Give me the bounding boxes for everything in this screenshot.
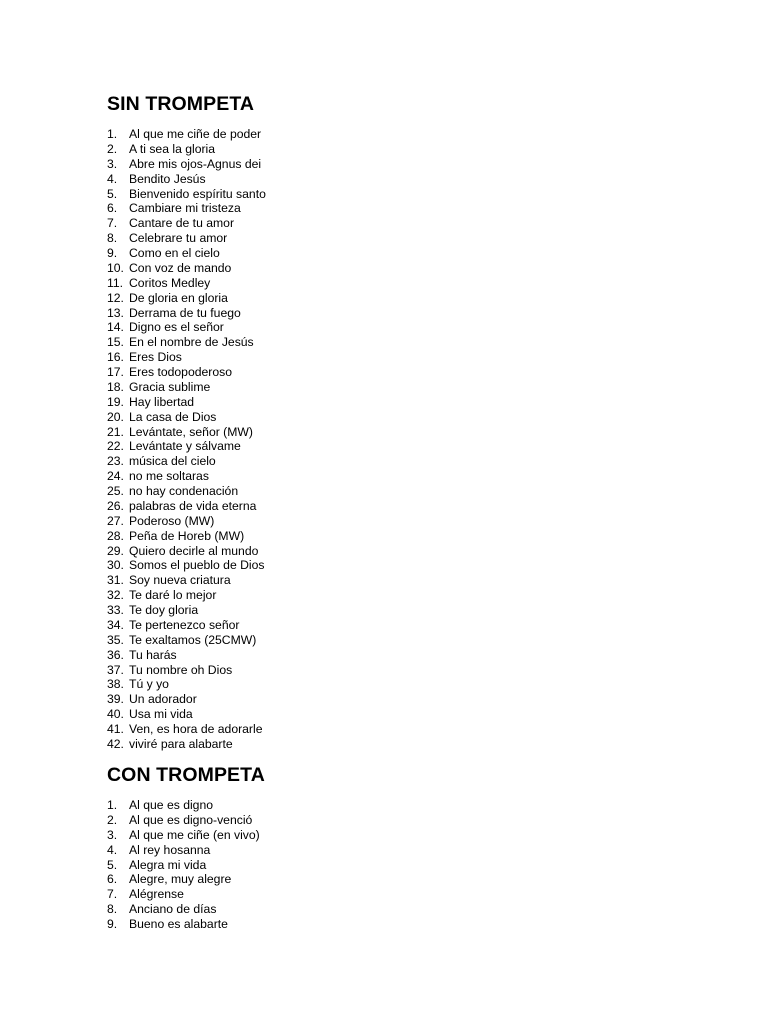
list-item-title: Eres todopoderoso	[129, 365, 232, 379]
list-item-title: Al que es digno-venció	[129, 812, 253, 827]
list-item	[107, 707, 266, 722]
list-item	[107, 843, 260, 858]
list-item	[107, 588, 266, 603]
list-item-number: 9.	[107, 246, 118, 260]
list-item-number: 40.	[107, 707, 124, 722]
list-item-number: 11.	[107, 275, 124, 290]
list-item-number: 22.	[107, 439, 124, 454]
list-item-number: 33.	[107, 603, 124, 617]
list-item-title: Tú y yo	[129, 677, 169, 692]
list-item	[107, 201, 266, 216]
list-item-title: Ven, es hora de adorarle	[129, 722, 263, 736]
list-item-number: 24.	[107, 469, 124, 484]
list-item-title: Anciano de días	[129, 902, 217, 917]
list-item-title: viviré para alabarte	[129, 736, 233, 751]
list-item-number: 4.	[107, 171, 118, 186]
list-item-number: 15.	[107, 335, 124, 350]
list-item-title: Celebrare tu amor	[129, 231, 228, 246]
list-item-number: 8.	[107, 231, 118, 246]
list-item-number: 19.	[107, 394, 124, 409]
list-item	[107, 395, 266, 410]
list-item-number: 20.	[107, 409, 124, 424]
list-item	[107, 365, 266, 380]
list-item-title: Un adorador	[129, 692, 197, 707]
list-item-number: 21.	[107, 424, 124, 439]
list-item	[107, 544, 266, 559]
list-item	[107, 410, 266, 425]
list-item-number: 25.	[107, 484, 124, 498]
list-item-number: 5.	[107, 857, 118, 872]
list-item-number: 26.	[107, 498, 124, 513]
list-item-title: Al que me ciñe de poder	[129, 127, 262, 141]
list-item-title: Cantare de tu amor	[129, 216, 235, 231]
list-item-title: Alégrense	[129, 887, 184, 902]
list-item	[107, 425, 266, 440]
list-item-number: 8.	[107, 902, 118, 917]
list-item-number: 14.	[107, 320, 124, 335]
list-item-number: 7.	[107, 887, 118, 902]
list-item-title: Tu nombre oh Dios	[129, 662, 233, 677]
list-item	[107, 187, 266, 202]
list-item-title: Somos el pueblo de Dios	[129, 558, 265, 573]
list-item-title: Derrama de tu fuego	[129, 305, 241, 320]
list-item	[107, 172, 266, 187]
list-item-title: Te exaltamos (25CMW)	[129, 632, 257, 647]
list-item-title: Gracia sublime	[129, 379, 211, 394]
list-item	[107, 813, 260, 828]
list-item-number: 36.	[107, 647, 124, 662]
list-item	[107, 648, 266, 663]
list-item-number: 29.	[107, 543, 124, 558]
list-item-number: 27.	[107, 513, 124, 528]
list-item	[107, 618, 266, 633]
list-item	[107, 306, 266, 321]
list-item	[107, 558, 266, 573]
list-item	[107, 677, 266, 692]
list-item-number: 6.	[107, 872, 118, 887]
list-item-number: 42.	[107, 736, 124, 751]
list-item-number: 1.	[107, 798, 118, 812]
list-item	[107, 858, 260, 873]
list-item	[107, 828, 260, 843]
list-item-title: Poderoso (MW)	[129, 513, 215, 528]
list-item-title: A ti sea la gloria	[129, 141, 216, 156]
section-title-con-trompeta: CON TROMPETA	[107, 764, 265, 786]
list-item	[107, 514, 266, 529]
list-item	[107, 663, 266, 678]
list-item-title: Te pertenezco señor	[129, 617, 240, 632]
list-item-title: Hay libertad	[129, 394, 195, 409]
list-item-number: 32.	[107, 588, 124, 603]
list-item-title: Quiero decirle al mundo	[129, 543, 259, 558]
list-item-number: 28.	[107, 528, 124, 543]
list-item-title: Te daré lo mejor	[129, 588, 217, 603]
list-item-title: no hay condenación	[129, 484, 239, 498]
list-item-title: Soy nueva criatura	[129, 573, 231, 588]
list-item-title: Alegre, muy alegre	[129, 872, 232, 887]
list-item-number: 37.	[107, 662, 124, 677]
list-item	[107, 157, 266, 172]
list-item-number: 18.	[107, 379, 124, 394]
list-item-title: Usa mi vida	[129, 707, 193, 722]
list-item-number: 5.	[107, 186, 118, 201]
list-item-number: 3.	[107, 156, 118, 171]
list-item	[107, 231, 266, 246]
list-item-number: 4.	[107, 842, 118, 857]
list-item-title: Con voz de mando	[129, 260, 232, 275]
list-item-number: 41.	[107, 722, 124, 736]
list-item-number: 39.	[107, 692, 124, 707]
list-item	[107, 246, 266, 261]
list-item-title: Tu harás	[129, 647, 177, 662]
list-item-number: 34.	[107, 617, 124, 632]
list-item	[107, 291, 266, 306]
list-item	[107, 439, 266, 454]
list-item-number: 1.	[107, 127, 118, 141]
list-item-title: Como en el cielo	[129, 246, 220, 260]
list-item	[107, 261, 266, 276]
list-item-title: Cambiare mi tristeza	[129, 201, 241, 216]
list-item	[107, 603, 266, 618]
section-title-sin-trompeta: SIN TROMPETA	[107, 93, 255, 115]
list-item-title: Al rey hosanna	[129, 842, 211, 857]
list-item-title: Bendito Jesús	[129, 171, 206, 186]
list-item-title: Bueno es alabarte	[129, 917, 228, 931]
list-item	[107, 142, 266, 157]
list-item-title: En el nombre de Jesús	[129, 335, 254, 350]
song-list-sin-trompeta	[107, 127, 266, 752]
list-item-number: 10.	[107, 260, 124, 275]
list-item-title: La casa de Dios	[129, 409, 217, 424]
list-item	[107, 469, 266, 484]
list-item	[107, 216, 266, 231]
list-item-title: Bienvenido espíritu santo	[129, 186, 266, 201]
list-item-title: Eres Dios	[129, 350, 182, 365]
list-item-title: Peña de Horeb (MW)	[129, 528, 245, 543]
list-item	[107, 887, 260, 902]
list-item-title: Levántate y sálvame	[129, 439, 241, 454]
list-item	[107, 573, 266, 588]
list-item-title: Al que me ciñe (en vivo)	[129, 827, 260, 842]
list-item	[107, 917, 260, 932]
list-item	[107, 350, 266, 365]
list-item-title: Levántate, señor (MW)	[129, 424, 253, 439]
list-item-number: 31.	[107, 573, 124, 588]
list-item-title: De gloria en gloria	[129, 290, 228, 305]
list-item-title: Alegra mi vida	[129, 857, 207, 872]
list-item-number: 16.	[107, 350, 124, 365]
list-item-number: 17.	[107, 365, 124, 379]
list-item	[107, 380, 266, 395]
list-item-number: 12.	[107, 290, 124, 305]
list-item-title: palabras de vida eterna	[129, 498, 257, 513]
list-item	[107, 335, 266, 350]
list-item-number: 38.	[107, 677, 124, 692]
list-item	[107, 798, 260, 813]
list-item-title: Al que es digno	[129, 798, 214, 812]
list-item-title: Coritos Medley	[129, 275, 211, 290]
list-item	[107, 529, 266, 544]
list-item	[107, 320, 266, 335]
list-item	[107, 276, 266, 291]
list-item-number: 6.	[107, 201, 118, 216]
list-item	[107, 872, 260, 887]
list-item-number: 30.	[107, 558, 124, 573]
list-item-title: no me soltaras	[129, 469, 209, 484]
list-item	[107, 902, 260, 917]
list-item-number: 2.	[107, 141, 118, 156]
song-list-con-trompeta	[107, 798, 260, 932]
list-item	[107, 722, 266, 737]
list-item-title: música del cielo	[129, 454, 216, 469]
list-item-title: Abre mis ojos-Agnus dei	[129, 156, 262, 171]
list-item-number: 2.	[107, 812, 118, 827]
list-item-number: 13.	[107, 305, 124, 320]
list-item-number: 35.	[107, 632, 124, 647]
list-item	[107, 499, 266, 514]
list-item	[107, 633, 266, 648]
list-item-number: 7.	[107, 216, 118, 231]
list-item-number: 23.	[107, 454, 124, 469]
list-item	[107, 127, 266, 142]
list-item-number: 9.	[107, 917, 118, 931]
list-item	[107, 692, 266, 707]
list-item	[107, 454, 266, 469]
list-item	[107, 484, 266, 499]
list-item-title: Digno es el señor	[129, 320, 224, 335]
list-item	[107, 737, 266, 752]
list-item-title: Te doy gloria	[129, 603, 199, 617]
list-item-number: 3.	[107, 827, 118, 842]
